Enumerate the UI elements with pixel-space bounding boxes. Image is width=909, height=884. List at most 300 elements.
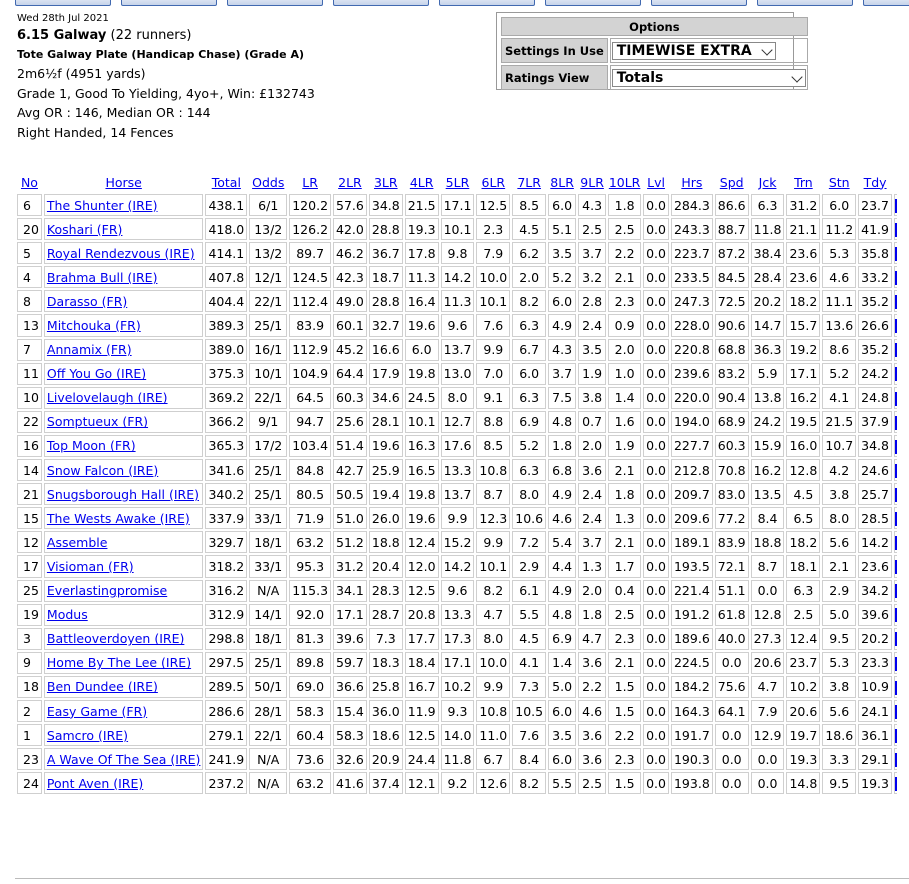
truncated-cell: [894, 724, 897, 746]
value-cell: 2.0: [578, 580, 606, 602]
value-cell: 57.6: [333, 194, 367, 216]
link-fragment[interactable]: [895, 223, 897, 237]
ratings-select[interactable]: [612, 69, 806, 87]
value-cell: 237.2: [205, 772, 247, 794]
horse-cell: [44, 266, 204, 288]
truncated-cell: [894, 772, 897, 794]
nav-button-6[interactable]: [545, 0, 641, 6]
value-cell: 19.4: [369, 483, 403, 505]
table-row: [17, 459, 897, 481]
value-cell: 28.7: [369, 604, 403, 626]
value-cell: 221.4: [671, 580, 713, 602]
value-cell: 0.0: [643, 507, 669, 529]
link-fragment[interactable]: [895, 536, 897, 550]
horse-link[interactable]: Somptueux (FR): [46, 414, 149, 430]
horse-link[interactable]: Snow Falcon (IRE): [46, 462, 159, 478]
value-cell: 73.6: [289, 748, 331, 770]
value-cell: 5.3: [822, 242, 856, 264]
value-cell: 14/1: [249, 604, 287, 626]
link-fragment[interactable]: [895, 367, 897, 381]
value-cell: 84.8: [289, 459, 331, 481]
value-cell: 4.8: [548, 411, 576, 433]
race-distance: 2m6½f (4951 yards): [17, 66, 146, 81]
value-cell: 11.9: [405, 700, 439, 722]
runner-number-cell: 23: [17, 748, 42, 770]
horse-link[interactable]: Battleoverdoyen (IRE): [46, 631, 185, 647]
horse-link[interactable]: Off You Go (IRE): [46, 366, 147, 382]
link-fragment[interactable]: [895, 657, 897, 671]
truncated-cell: [894, 555, 897, 577]
horse-link[interactable]: The Wests Awake (IRE): [46, 510, 190, 526]
value-cell: 35.2: [858, 339, 892, 361]
value-cell: 5.2: [822, 363, 856, 385]
value-cell: 365.3: [205, 435, 247, 457]
value-cell: 42.0: [333, 218, 367, 240]
link-fragment[interactable]: [895, 392, 897, 406]
nav-button-1[interactable]: [15, 0, 111, 6]
link-fragment[interactable]: [895, 753, 897, 767]
sort-link[interactable]: Hrs: [681, 174, 703, 190]
value-cell: 329.7: [205, 531, 247, 553]
value-cell: 4.5: [786, 483, 820, 505]
runner-number-cell: 13: [17, 314, 42, 336]
value-cell: 193.8: [671, 772, 713, 794]
link-fragment[interactable]: [895, 295, 897, 309]
value-cell: 6.0: [548, 194, 576, 216]
value-cell: 18.3: [369, 652, 403, 674]
value-cell: 16.2: [751, 459, 785, 481]
value-cell: 16.5: [405, 459, 439, 481]
value-cell: 21.5: [822, 411, 856, 433]
table-row: [17, 555, 897, 577]
sort-link[interactable]: Stn: [828, 174, 850, 190]
column-header-1: [44, 172, 204, 192]
value-cell: 2.2: [578, 676, 606, 698]
horse-link[interactable]: Samcro (IRE): [46, 727, 129, 743]
truncated-cell: [894, 507, 897, 529]
value-cell: 4.7: [578, 628, 606, 650]
value-cell: 4.6: [548, 507, 576, 529]
settings-select[interactable]: [612, 42, 776, 60]
value-cell: 7.6: [512, 724, 546, 746]
sort-link[interactable]: Tdy: [863, 174, 887, 190]
runner-number-cell: 24: [17, 772, 42, 794]
runner-number-cell: 10: [17, 387, 42, 409]
value-cell: 84.5: [715, 266, 749, 288]
value-cell: 7.5: [548, 387, 576, 409]
column-header-10: [512, 172, 546, 192]
value-cell: 6.7: [512, 339, 546, 361]
horse-link[interactable]: Brahma Bull (IRE): [46, 269, 158, 285]
value-cell: 12.6: [476, 772, 510, 794]
value-cell: 0.0: [643, 652, 669, 674]
value-cell: 19.7: [786, 724, 820, 746]
column-header-2: [205, 172, 247, 192]
value-cell: 4.8: [548, 604, 576, 626]
value-cell: 18.8: [369, 531, 403, 553]
value-cell: 26.6: [858, 314, 892, 336]
truncated-cell: [894, 242, 897, 264]
value-cell: 37.4: [369, 772, 403, 794]
value-cell: 25/1: [249, 459, 287, 481]
value-cell: 24.2: [858, 363, 892, 385]
value-cell: 27.3: [751, 628, 785, 650]
value-cell: 8.0: [441, 387, 475, 409]
value-cell: 0.0: [643, 555, 669, 577]
truncated-cell: [894, 314, 897, 336]
value-cell: 80.5: [289, 483, 331, 505]
value-cell: 5.0: [548, 676, 576, 698]
value-cell: 2.0: [578, 435, 606, 457]
table-row: [17, 266, 897, 288]
sort-link[interactable]: Horse: [105, 174, 142, 190]
link-fragment[interactable]: [895, 681, 897, 695]
value-cell: 17.9: [369, 363, 403, 385]
value-cell: 16.4: [405, 290, 439, 312]
value-cell: 7.9: [476, 242, 510, 264]
race-title: [17, 26, 487, 46]
table-row: [17, 290, 897, 312]
value-cell: 68.9: [715, 411, 749, 433]
value-cell: 337.9: [205, 507, 247, 529]
truncated-cell: [894, 435, 897, 457]
value-cell: 63.2: [289, 772, 331, 794]
horse-link[interactable]: Ben Dundee (IRE): [46, 679, 158, 695]
horse-link[interactable]: Visioman (FR): [46, 558, 134, 574]
horse-cell: [44, 290, 204, 312]
sort-link[interactable]: Total: [211, 174, 241, 190]
value-cell: 22/1: [249, 387, 287, 409]
table-row: [17, 435, 897, 457]
horse-cell: [44, 483, 204, 505]
value-cell: 2.3: [476, 218, 510, 240]
link-fragment[interactable]: [895, 319, 897, 333]
horse-link[interactable]: The Shunter (IRE): [46, 197, 158, 213]
value-cell: 375.3: [205, 363, 247, 385]
value-cell: 63.2: [289, 531, 331, 553]
value-cell: 23.6: [786, 242, 820, 264]
table-row: [17, 218, 897, 240]
horse-link[interactable]: Home By The Lee (IRE): [46, 655, 192, 671]
value-cell: 33/1: [249, 507, 287, 529]
link-fragment[interactable]: [895, 271, 897, 285]
value-cell: 23.7: [858, 194, 892, 216]
value-cell: 20.6: [786, 700, 820, 722]
sort-link[interactable]: 5LR: [445, 174, 470, 190]
link-fragment[interactable]: [895, 608, 897, 622]
nav-button-5[interactable]: [439, 0, 535, 6]
horse-link[interactable]: Annamix (FR): [46, 342, 132, 358]
horse-link[interactable]: Snugsborough Hall (IRE): [46, 486, 199, 502]
link-fragment[interactable]: [895, 199, 897, 213]
value-cell: 0.0: [715, 652, 749, 674]
sort-link[interactable]: 7LR: [517, 174, 541, 190]
options-panel: [496, 12, 794, 90]
value-cell: 12.5: [405, 580, 439, 602]
value-cell: 3.8: [822, 676, 856, 698]
runner-number-cell: 4: [17, 266, 42, 288]
horse-link[interactable]: Top Moon (FR): [46, 438, 136, 454]
value-cell: 24.6: [858, 459, 892, 481]
horse-link[interactable]: Pont Aven (IRE): [46, 775, 144, 791]
value-cell: 15.4: [333, 700, 367, 722]
value-cell: 7.2: [512, 531, 546, 553]
horse-link[interactable]: Easy Game (FR): [46, 703, 148, 719]
sort-link[interactable]: 3LR: [373, 174, 398, 190]
sort-link[interactable]: 8LR: [550, 174, 574, 190]
sort-link[interactable]: Lvl: [647, 174, 665, 190]
value-cell: 75.6: [715, 676, 749, 698]
value-cell: 297.5: [205, 652, 247, 674]
value-cell: 23.3: [858, 652, 892, 674]
value-cell: 126.2: [289, 218, 331, 240]
value-cell: 35.2: [858, 290, 892, 312]
truncated-cell: [894, 700, 897, 722]
value-cell: 39.6: [858, 604, 892, 626]
ratings-select-value: Totals: [616, 70, 664, 87]
value-cell: 2.3: [608, 628, 641, 650]
value-cell: 2.5: [578, 772, 606, 794]
value-cell: 2.2: [608, 242, 641, 264]
table-row: [17, 748, 897, 770]
value-cell: 6.9: [548, 628, 576, 650]
sort-link[interactable]: Jck: [758, 174, 777, 190]
value-cell: 284.3: [671, 194, 713, 216]
ratings-table: [15, 170, 899, 796]
sort-link[interactable]: 10LR: [608, 174, 641, 190]
horse-link[interactable]: Modus: [46, 607, 88, 623]
nav-button-2[interactable]: [121, 0, 217, 6]
sort-link[interactable]: 4LR: [409, 174, 434, 190]
link-fragment[interactable]: [895, 440, 897, 454]
table-row: [17, 724, 897, 746]
value-cell: 12.0: [405, 555, 439, 577]
horse-link[interactable]: Mitchouka (FR): [46, 318, 141, 334]
truncated-cell: [894, 459, 897, 481]
value-cell: 24.5: [405, 387, 439, 409]
settings-select-value: TIMEWISE EXTRA: [616, 43, 752, 60]
value-cell: 8.5: [476, 435, 510, 457]
value-cell: 20.2: [858, 628, 892, 650]
value-cell: 10.5: [512, 700, 546, 722]
value-cell: 0.0: [643, 748, 669, 770]
nav-button-3[interactable]: [227, 0, 323, 6]
value-cell: 1.3: [608, 507, 641, 529]
horse-cell: [44, 555, 204, 577]
value-cell: 6.3: [751, 194, 785, 216]
value-cell: 103.4: [289, 435, 331, 457]
value-cell: 81.3: [289, 628, 331, 650]
value-cell: 193.5: [671, 555, 713, 577]
link-fragment[interactable]: [895, 584, 897, 598]
race-info: [17, 12, 487, 143]
value-cell: 12.4: [786, 628, 820, 650]
value-cell: 5.0: [822, 604, 856, 626]
nav-button-9[interactable]: [863, 0, 909, 6]
value-cell: 58.3: [333, 724, 367, 746]
value-cell: 2.3: [608, 290, 641, 312]
options-title: Options: [501, 17, 808, 36]
value-cell: 11.2: [822, 218, 856, 240]
horse-cell: [44, 531, 204, 553]
horse-cell: [44, 339, 204, 361]
value-cell: 5.1: [548, 218, 576, 240]
link-fragment[interactable]: [895, 247, 897, 261]
value-cell: 9.1: [476, 387, 510, 409]
value-cell: 4.7: [751, 676, 785, 698]
value-cell: 8.2: [476, 580, 510, 602]
value-cell: 51.1: [715, 580, 749, 602]
value-cell: 9.6: [441, 314, 475, 336]
value-cell: 2.1: [822, 555, 856, 577]
value-cell: 0.0: [643, 483, 669, 505]
value-cell: 10.7: [822, 435, 856, 457]
link-fragment[interactable]: [895, 488, 897, 502]
value-cell: 0.0: [643, 580, 669, 602]
link-fragment[interactable]: [895, 343, 897, 357]
runner-number-cell: 19: [17, 604, 42, 626]
sort-link[interactable]: LR: [302, 174, 318, 190]
horse-link[interactable]: Assemble: [46, 534, 108, 550]
link-fragment[interactable]: [895, 416, 897, 430]
value-cell: 8.2: [512, 772, 546, 794]
value-cell: 19.8: [405, 363, 439, 385]
value-cell: 10/1: [249, 363, 287, 385]
value-cell: 369.2: [205, 387, 247, 409]
value-cell: 24.2: [751, 411, 785, 433]
column-header-18: [786, 172, 820, 192]
value-cell: 5.6: [822, 700, 856, 722]
value-cell: 1.8: [608, 483, 641, 505]
sort-link[interactable]: Trn: [794, 174, 813, 190]
horse-cell: [44, 652, 204, 674]
value-cell: 18.1: [786, 555, 820, 577]
value-cell: 40.0: [715, 628, 749, 650]
horse-link[interactable]: Darasso (FR): [46, 293, 128, 309]
value-cell: 1.5: [608, 772, 641, 794]
value-cell: 17.1: [441, 194, 475, 216]
value-cell: 14.2: [441, 555, 475, 577]
value-cell: 1.8: [578, 604, 606, 626]
table-row: [17, 194, 897, 216]
value-cell: 10.6: [512, 507, 546, 529]
value-cell: 6.0: [548, 290, 576, 312]
link-fragment[interactable]: [895, 729, 897, 743]
value-cell: 8.4: [751, 507, 785, 529]
sort-link[interactable]: No: [20, 174, 38, 190]
table-row: [17, 628, 897, 650]
value-cell: 228.0: [671, 314, 713, 336]
runner-number-cell: 21: [17, 483, 42, 505]
value-cell: 0.0: [751, 772, 785, 794]
value-cell: 3.3: [822, 748, 856, 770]
value-cell: 5.2: [512, 435, 546, 457]
value-cell: 14.0: [441, 724, 475, 746]
value-cell: 59.7: [333, 652, 367, 674]
value-cell: 11.3: [441, 290, 475, 312]
sort-link[interactable]: Odds: [252, 174, 285, 190]
value-cell: 438.1: [205, 194, 247, 216]
value-cell: 3.6: [578, 724, 606, 746]
horse-link[interactable]: A Wave Of The Sea (IRE): [46, 751, 201, 767]
runner-number-cell: 22: [17, 411, 42, 433]
table-row: [17, 314, 897, 336]
value-cell: 28/1: [249, 700, 287, 722]
value-cell: 36.1: [858, 724, 892, 746]
value-cell: 13.5: [751, 483, 785, 505]
value-cell: 1.8: [548, 435, 576, 457]
race-name: Tote Galway Plate (Handicap Chase) (Grade A): [17, 48, 304, 61]
value-cell: 1.6: [608, 411, 641, 433]
value-cell: 2.0: [512, 266, 546, 288]
runner-number-cell: 18: [17, 676, 42, 698]
table-row: [17, 483, 897, 505]
value-cell: 9.9: [476, 339, 510, 361]
value-cell: 4.3: [578, 194, 606, 216]
horse-link[interactable]: Everlastingpromise: [46, 583, 168, 599]
value-cell: 189.1: [671, 531, 713, 553]
link-fragment[interactable]: [895, 512, 897, 526]
sort-link[interactable]: Spd: [719, 174, 744, 190]
runner-number-cell: 1: [17, 724, 42, 746]
value-cell: 407.8: [205, 266, 247, 288]
sort-link[interactable]: 2LR: [338, 174, 362, 190]
value-cell: 18/1: [249, 531, 287, 553]
value-cell: 12.9: [751, 724, 785, 746]
value-cell: 39.6: [333, 628, 367, 650]
sort-link[interactable]: 9LR: [580, 174, 604, 190]
value-cell: 0.0: [715, 772, 749, 794]
value-cell: 71.9: [289, 507, 331, 529]
nav-button-7[interactable]: [651, 0, 747, 6]
truncated-cell: [894, 580, 897, 602]
value-cell: 0.0: [715, 724, 749, 746]
nav-button-4[interactable]: [333, 0, 429, 6]
value-cell: 10.1: [441, 218, 475, 240]
horse-link[interactable]: Koshari (FR): [46, 221, 123, 237]
value-cell: 45.2: [333, 339, 367, 361]
value-cell: 34.6: [369, 387, 403, 409]
sort-link[interactable]: 6LR: [481, 174, 506, 190]
value-cell: 4.3: [548, 339, 576, 361]
value-cell: 1.9: [578, 363, 606, 385]
value-cell: 19.3: [405, 218, 439, 240]
value-cell: 4.1: [512, 652, 546, 674]
value-cell: 0.0: [751, 580, 785, 602]
horse-cell: [44, 314, 204, 336]
link-fragment[interactable]: [895, 632, 897, 646]
link-fragment[interactable]: [895, 705, 897, 719]
link-fragment[interactable]: [895, 777, 897, 791]
link-fragment[interactable]: [895, 560, 897, 574]
value-cell: 28.8: [369, 218, 403, 240]
value-cell: 23.6: [858, 555, 892, 577]
value-cell: 3.8: [578, 387, 606, 409]
value-cell: 18/1: [249, 628, 287, 650]
horse-link[interactable]: Royal Rendezvous (IRE): [46, 245, 195, 261]
value-cell: 36.7: [369, 242, 403, 264]
link-fragment[interactable]: [895, 464, 897, 478]
value-cell: 7.9: [751, 700, 785, 722]
value-cell: 10.2: [786, 676, 820, 698]
value-cell: 26.0: [369, 507, 403, 529]
horse-link[interactable]: Livelovelaugh (IRE): [46, 390, 168, 406]
value-cell: 17.8: [405, 242, 439, 264]
truncated-cell: [894, 628, 897, 650]
value-cell: 94.7: [289, 411, 331, 433]
value-cell: 5.3: [822, 652, 856, 674]
nav-button-8[interactable]: [757, 0, 853, 6]
